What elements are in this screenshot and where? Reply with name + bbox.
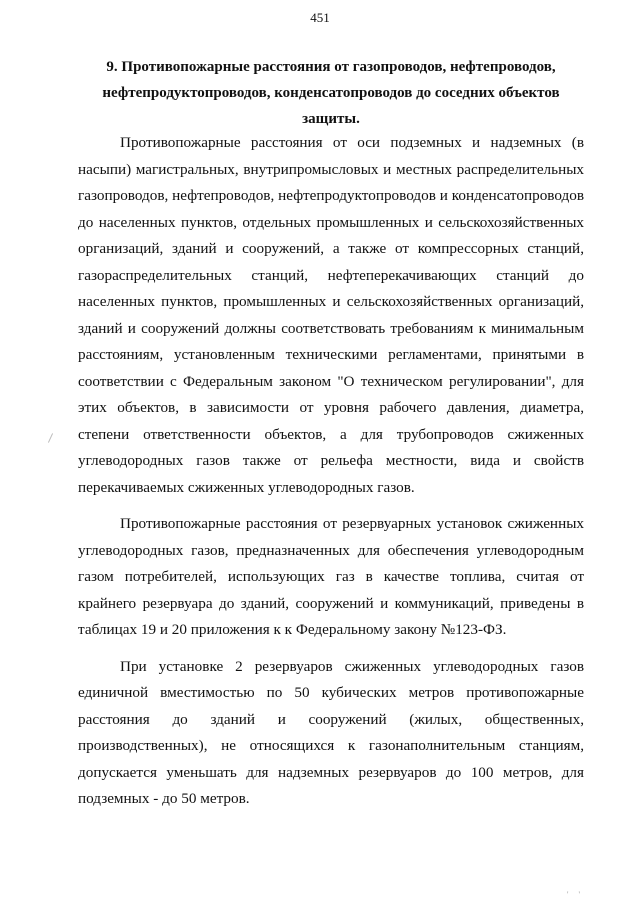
paragraph-pipeline-distances: Противопожарные расстояния от оси подземных и надземных (в насыпи) магистральных, внутрипромысловых и местных распределительных газопроводов, нефтепроводов, нефтепродуктопроводов и конденсатопроводов до населенных пунктов, отдельных промышленных и сельскохозяйственных организаций, зданий и сооружений, а также от компрессорных станций, газораспределительных станций, нефтеперекачивающих станций до населенных пунктов, промышленных и сельскохозяйственных организаций, зданий и сооружений должны соответствовать требованиям к минимальным расстояниям, установленным техническими регламентами, принятыми в соответствии с Федеральным законом "О техническом регулировании", для этих объектов, в зависимости от уровня рабочего давления, диаметра, степени ответственности объектов, а для трубопроводов сжиженных углеводородных газов также от рельефа местности, вида и свойств перекачиваемых сжиженных углеводородных газов.	[78, 134, 584, 496]
body-text	[78, 130, 584, 813]
paragraph-reservoir-installations: Противопожарные расстояния от резервуарных установок сжиженных углеводородных газов, предназначенных для обеспечения углеводородным газом потребителей, использующих газ в качестве топлива, считая от крайнего резервуара до зданий, сооружений и коммуникаций, приведены в таблицах 19 и 20 приложения к к Федеральному закону №123-ФЗ.	[78, 515, 584, 638]
page-number: 451	[310, 10, 330, 25]
scan-mark-bottom: ' '	[567, 890, 584, 899]
paragraph-two-reservoirs: При установке 2 резервуаров сжиженных углеводородных газов единичной вместимостью по 50 кубических метров противопожарные расстояния до зданий и сооружений (жилых, общественных, производственных), не относящихся к газонаполнительным станциям, допускается уменьшать для надземных резервуаров до 100 метров, для подземных - до 50 метров.	[78, 657, 584, 807]
section-heading: 9. Противопожарные расстояния от газопроводов, нефтепроводов, нефтепродуктопроводов, конденсатопроводов до соседних объектов защиты.	[102, 59, 560, 127]
scan-mark	[48, 433, 53, 442]
